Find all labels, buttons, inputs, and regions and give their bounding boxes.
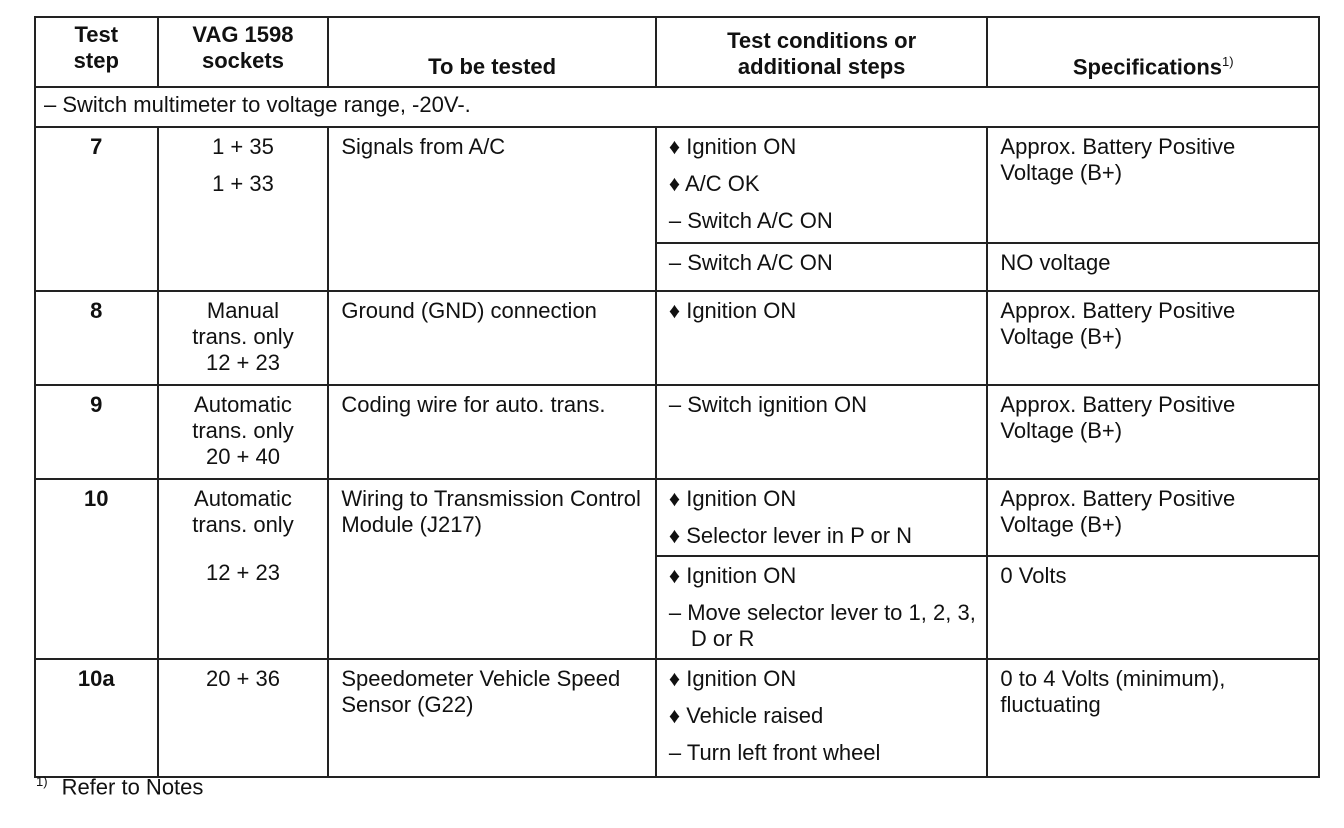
specification-text: NO voltage [1000,250,1111,275]
specification-text: 0 Volts [1000,563,1067,588]
specification-text: Approx. Battery Positive Voltage (B+) [1000,392,1236,443]
header-to-be-tested: To be tested [328,17,656,87]
cell-sockets [158,479,329,659]
socket-line: Automatic [194,486,292,511]
cell-conditions [656,291,988,385]
conditions-list [657,386,987,424]
footnote [36,774,203,800]
conditions-list [657,660,987,772]
cell-specification [987,479,1319,556]
specification-text: 0 to 4 Volts (minimum), fluctuating [1000,666,1226,717]
cell-specification [987,291,1319,385]
socket-line: 1 + 35 [212,134,274,159]
socket-line: 1 + 33 [212,171,274,196]
socket-line: trans. only [192,418,294,443]
conditions-list [657,292,987,330]
condition-item: ♦ Ignition ON [668,298,797,323]
header-conditions [656,17,988,87]
socket-line: trans. only [192,512,294,537]
socket-line: Manual [206,298,280,323]
header-row [35,17,1319,87]
cell-test-step: 10 [35,479,158,659]
condition-item: ♦ A/C OK [668,171,760,196]
socket-line: trans. only [192,324,294,349]
cell-test-step: 8 [35,291,158,385]
specification-text: Approx. Battery Positive Voltage (B+) [1000,486,1236,537]
condition-item: ♦ Ignition ON [668,486,797,511]
cell-to-be-tested: Signals from A/C [328,127,656,291]
header-sockets [158,17,329,87]
table-row [35,291,1319,385]
header-test-step-line1: Test [74,22,119,47]
cell-conditions [656,659,988,777]
conditions-list [657,244,987,282]
conditions-list [657,128,987,240]
cell-conditions [656,243,988,291]
socket-line: 20 + 36 [205,666,280,691]
cell-specification [987,385,1319,479]
cell-to-be-tested: Coding wire for auto. trans. [328,385,656,479]
specification-text: Approx. Battery Positive Voltage (B+) [1000,134,1236,185]
cell-test-step: 7 [35,127,158,291]
condition-item: – Switch A/C ON [668,250,833,275]
table-row [35,479,1319,556]
condition-item: ♦ Ignition ON [668,563,797,588]
condition-item: – Move selector lever to 1, 2, 3, D or R [668,600,976,651]
cell-test-step: 10a [35,659,158,777]
cell-conditions [656,127,988,243]
conditions-list [657,480,987,555]
socket-line: Automatic [194,392,292,417]
test-table [34,16,1320,778]
condition-item: ♦ Vehicle raised [668,703,824,728]
condition-item: ♦ Ignition ON [668,134,797,159]
cell-specification [987,659,1319,777]
condition-item: ♦ Selector lever in P or N [668,523,913,548]
cell-to-be-tested: Ground (GND) connection [328,291,656,385]
header-sockets-line2: sockets [201,48,284,73]
specification-text: Approx. Battery Positive Voltage (B+) [1000,298,1236,349]
test-table-frame [34,16,1320,778]
header-specifications [987,17,1319,87]
cell-conditions [656,385,988,479]
socket-line: 12 + 23 [205,350,280,375]
cell-sockets [158,291,329,385]
cell-specification [987,243,1319,291]
intro-instruction: – Switch multimeter to voltage range, -20V-. [35,87,1319,127]
condition-item: – Switch ignition ON [668,392,867,417]
cell-to-be-tested: Speedometer Vehicle Speed Sensor (G22) [328,659,656,777]
cell-test-step: 9 [35,385,158,479]
header-conditions-line1: Test conditions or [727,28,917,53]
header-test-step [35,17,158,87]
header-specifications-label: Specifications [1072,54,1222,79]
cell-specification [987,556,1319,659]
footnote-mark: 1) [36,774,48,789]
footnote-text: Refer to Notes [61,774,204,800]
cell-sockets [158,659,329,777]
table-row [35,127,1319,243]
cell-conditions [656,479,988,556]
header-conditions-line2: additional steps [737,54,906,79]
cell-sockets [158,127,329,291]
table-row [35,385,1319,479]
conditions-list [657,557,987,658]
condition-item: ♦ Ignition ON [668,666,797,691]
header-test-step-line2: step [73,48,119,73]
condition-item: – Switch A/C ON [668,208,833,233]
cell-specification [987,127,1319,243]
table-row [35,659,1319,777]
cell-to-be-tested: Wiring to Transmission Control Module (J217) [328,479,656,659]
header-sockets-line1: VAG 1598 [192,22,294,47]
cell-sockets [158,385,329,479]
cell-conditions [656,556,988,659]
condition-item: – Turn left front wheel [668,740,881,765]
header-spec-footnote-mark: 1) [1222,53,1234,69]
socket-line: 12 + 23 [205,560,280,585]
socket-line: 20 + 40 [205,444,280,469]
